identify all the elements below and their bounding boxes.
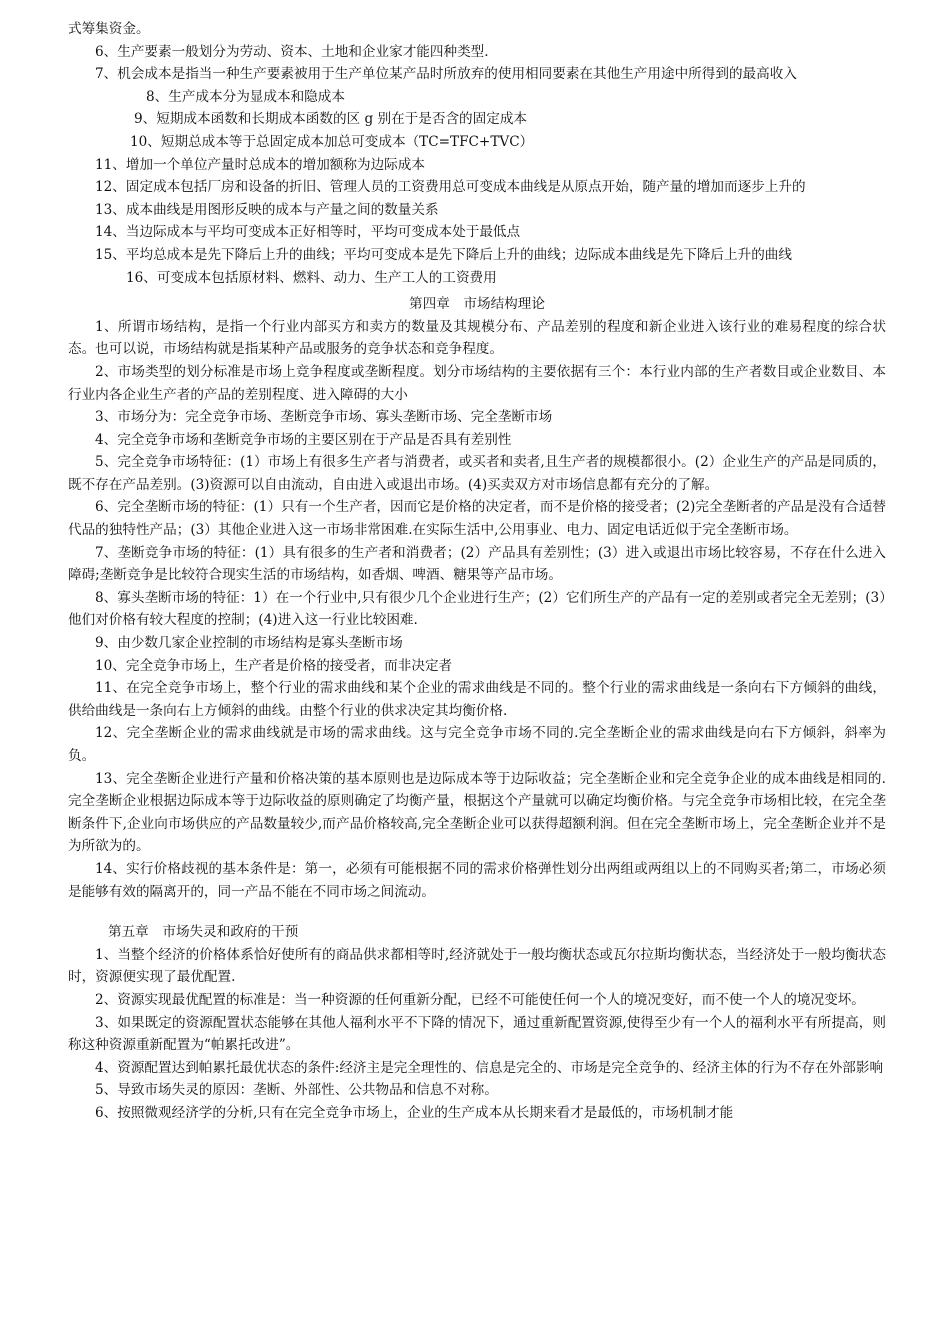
item-11: 11、增加一个单位产量时总成本的增加额称为边际成本 xyxy=(95,156,425,173)
ch4-item-7: 7、垄断竞争市场的特征：(1）具有很多的生产者和消费者；(2）产品具有差别性；(3）进入或退出市场比较容易，不存在什么进入障碍;垄断竞争是比较符合现实生活的市场结构，如香烟、啤酒、糖果等产品市场。 xyxy=(68,544,886,584)
ch4-item-3: 3、市场分为：完全竞争市场、垄断竞争市场、寡头垄断市场、完全垄断市场 xyxy=(95,409,553,426)
ch4-item-14: 14、实行价格歧视的基本条件是：第一，必须有可能根据不同的需求价格弹性划分出两组或两组以上的不同购买者;第二，市场必须是能够有效的隔离开的，同一产品不能在不同市场之间流动。 xyxy=(68,860,886,900)
ch4-item-13: 13、完全垄断企业进行产量和价格决策的基本原则也是边际成本等于边际收益；完全垄断企业和完全竞争企业的成本曲线是相同的.完全垄断企业根据边际成本等于边际收益的原则确定了均衡产量，根据这个产量就可以确定均衡价格。与完全竞争市场相比较，在完全垄断条件下,企业向市场供应的产品数量较少,而产品价格较高,完全垄断企业可以获得超额利润。但在完全垄断市场上，完全垄断企业并不是为所欲为的。 xyxy=(68,770,886,855)
item-10: 10、短期总成本等于总固定成本加总可变成本（TC=TFC+TVC） xyxy=(130,133,534,150)
chapter-5-title: 第五章 市场失灵和政府的干预 xyxy=(108,924,299,941)
item-7: 7、机会成本是指当一种生产要素被用于生产单位某产品时所放弃的使用相同要素在其他生产用途中所得到的最高收入 xyxy=(95,66,797,83)
paragraph-continued: 式筹集资金。 xyxy=(68,21,150,37)
item-14: 14、当边际成本与平均可变成本正好相等时，平均可变成本处于最低点 xyxy=(95,224,521,241)
item-9: 9、短期成本函数和长期成本函数的区 g 别在于是否含的固定成本 xyxy=(134,111,528,128)
ch4-item-5: 5、完全竞争市场特征：(1）市场上有很多生产者与消费者，或买者和卖者,且生产者的规模都很小。(2）企业生产的产品是同质的，既不存在产品差别。(3)资源可以自由流动，自由进入或退出市场。(4)买卖双方对市场信息都有充分的了解。 xyxy=(68,454,886,493)
ch4-item-4: 4、完全竞争市场和垄断竞争市场的主要区别在于产品是否具有差别性 xyxy=(95,431,512,448)
document-page xyxy=(68,18,886,1125)
ch4-item-9: 9、由少数几家企业控制的市场结构是寡头垄断市场 xyxy=(95,635,403,652)
item-13: 13、成本曲线是用图形反映的成本与产量之间的数量关系 xyxy=(95,201,439,218)
item-15: 15、平均总成本是先下降后上升的曲线；平均可变成本是先下降后上升的曲线；边际成本曲线是先下降后上升的曲线 xyxy=(95,246,792,263)
item-8: 8、生产成本分为显成本和隐成本 xyxy=(146,88,345,105)
ch4-item-1: 1、所谓市场结构，是指一个行业内部买方和卖方的数量及其规模分布、产品差别的程度和新企业进入该行业的难易程度的综合状态。也可以说，市场结构就是指某种产品或服务的竞争状态和竞争程度。 xyxy=(68,318,886,358)
item-6: 6、生产要素一般划分为劳动、资本、土地和企业家才能四种类型. xyxy=(95,43,489,60)
item-12: 12、固定成本包括厂房和设备的折旧、管理人员的工资费用总可变成本曲线是从原点开始，随产量的增加而逐步上升的 xyxy=(95,179,806,196)
item-16: 16、可变成本包括原材料、燃料、动力、生产工人的工资费用 xyxy=(126,269,497,286)
ch4-item-8: 8、寡头垄断市场的特征：1）在一个行业中,只有很少几个企业进行生产；(2）它们所生产的产品有一定的差别或者完全无差别；(3）他们对价格有较大程度的控制；(4)进入这一行业比较困难. xyxy=(68,589,886,629)
ch5-item-4: 4、资源配置达到帕累托最优状态的条件:经济主是完全理性的、信息是完全的、市场是完全竞争的、经济主体的行为不存在外部影响 xyxy=(95,1059,884,1076)
ch5-item-5: 5、导致市场失灵的原因：垄断、外部性、公共物品和信息不对称。 xyxy=(95,1082,498,1099)
ch5-item-6: 6、按照微观经济学的分析,只有在完全竞争市场上，企业的生产成本从长期来看才是最低的，市场机制才能 xyxy=(95,1104,734,1121)
ch4-item-2: 2、市场类型的划分标准是市场上竞争程度或垄断程度。划分市场结构的主要依据有三个：本行业内部的生产者数目或企业数目、本行业内各企业生产者的产品的差别程度、进入障碍的大小 xyxy=(68,363,886,403)
ch4-item-10: 10、完全竞争市场上，生产者是价格的接受者，而非决定者 xyxy=(95,657,453,674)
ch5-item-1: 1、当整个经济的价格体系恰好使所有的商品供求都相等时,经济就处于一般均衡状态或瓦尔拉斯均衡状态，当经济处于一般均衡状态时，资源便实现了最优配置. xyxy=(68,946,886,986)
ch5-item-3: 3、如果既定的资源配置状态能够在其他人福利水平不下降的情况下，通过重新配置资源,使得至少有一个人的福利水平有所提高，则称这种资源重新配置为“帕累托改进”。 xyxy=(68,1014,886,1054)
ch5-item-2: 2、资源实现最优配置的标准是：当一种资源的任何重新分配，已经不可能使任何一个人的境况变好，而不使一个人的境况变坏。 xyxy=(95,991,865,1008)
ch4-item-12: 12、完全垄断企业的需求曲线就是市场的需求曲线。这与完全竞争市场不同的.完全垄断企业的需求曲线是向右下方倾斜，斜率为负。 xyxy=(68,725,886,764)
chapter-4-title: 第四章 市场结构理论 xyxy=(409,296,545,313)
ch4-item-11: 11、在完全竞争市场上，整个行业的需求曲线和某个企业的需求曲线是不同的。整个行业的需求曲线是一条向右下方倾斜的曲线，供给曲线是一条向右上方倾斜的曲线。由整个行业的供求决定其均衡价格. xyxy=(68,680,886,719)
ch4-item-6: 6、完全垄断市场的特征：(1）只有一个生产者，因而它是价格的决定者，而不是价格的接受者；(2)完全垄断者的产品是没有合适替代品的独特性产品；(3）其他企业进入这一市场非常困难.在实际生活中,公用事业、电力、固定电话近似于完全垄断市场。 xyxy=(68,499,886,539)
